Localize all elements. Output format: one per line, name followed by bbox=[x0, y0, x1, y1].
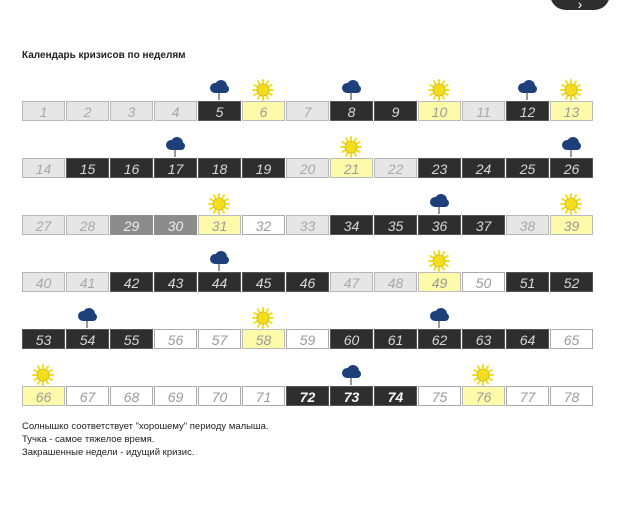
week-cell-13: 13 bbox=[550, 101, 593, 121]
week-cell-6: 6 bbox=[242, 101, 285, 121]
week-cell-57: 57 bbox=[198, 329, 241, 349]
week-cell-31: 31 bbox=[198, 215, 241, 235]
cloud-icon bbox=[207, 250, 231, 272]
week-cell-7: 7 bbox=[286, 101, 329, 121]
week-cell-25: 25 bbox=[506, 158, 549, 178]
week-cell-68: 68 bbox=[110, 386, 153, 406]
sun-icon bbox=[31, 364, 55, 386]
week-cell-55: 55 bbox=[110, 329, 153, 349]
week-cell-24: 24 bbox=[462, 158, 505, 178]
week-cell-40: 40 bbox=[22, 272, 65, 292]
week-cell-33: 33 bbox=[286, 215, 329, 235]
calendar-row bbox=[22, 158, 594, 180]
week-cell-39: 39 bbox=[550, 215, 593, 235]
calendar-row bbox=[22, 101, 594, 123]
week-cell-71: 71 bbox=[242, 386, 285, 406]
week-cell-29: 29 bbox=[110, 215, 153, 235]
week-cell-34: 34 bbox=[330, 215, 373, 235]
sun-icon bbox=[559, 79, 583, 101]
week-cell-30: 30 bbox=[154, 215, 197, 235]
week-cell-53: 53 bbox=[22, 329, 65, 349]
week-cell-45: 45 bbox=[242, 272, 285, 292]
week-cell-69: 69 bbox=[154, 386, 197, 406]
week-cell-50: 50 bbox=[462, 272, 505, 292]
legend-note-shaded: Закрашенные недели - идущий кризис. bbox=[22, 447, 195, 458]
week-cell-2: 2 bbox=[66, 101, 109, 121]
calendar-row bbox=[22, 329, 594, 351]
week-cell-5: 5 bbox=[198, 101, 241, 121]
week-cell-38: 38 bbox=[506, 215, 549, 235]
legend-note-sun: Солнышко соответствует "хорошему" периоду малыша. bbox=[22, 421, 269, 432]
sun-icon bbox=[251, 79, 275, 101]
legend-notes bbox=[22, 420, 269, 459]
cloud-icon bbox=[515, 79, 539, 101]
week-cell-21: 21 bbox=[330, 158, 373, 178]
week-cell-56: 56 bbox=[154, 329, 197, 349]
week-cell-54: 54 bbox=[66, 329, 109, 349]
cloud-icon bbox=[75, 307, 99, 329]
week-cell-9: 9 bbox=[374, 101, 417, 121]
page-title: Календарь кризисов по неделям bbox=[22, 50, 186, 61]
week-cell-52: 52 bbox=[550, 272, 593, 292]
week-cell-44: 44 bbox=[198, 272, 241, 292]
week-cell-46: 46 bbox=[286, 272, 329, 292]
week-cell-19: 19 bbox=[242, 158, 285, 178]
week-cell-43: 43 bbox=[154, 272, 197, 292]
week-cell-3: 3 bbox=[110, 101, 153, 121]
week-cell-17: 17 bbox=[154, 158, 197, 178]
week-cell-15: 15 bbox=[66, 158, 109, 178]
calendar-row bbox=[22, 215, 594, 237]
week-cell-63: 63 bbox=[462, 329, 505, 349]
sun-icon bbox=[251, 307, 275, 329]
week-cell-26: 26 bbox=[550, 158, 593, 178]
week-cell-42: 42 bbox=[110, 272, 153, 292]
week-cell-20: 20 bbox=[286, 158, 329, 178]
sun-icon bbox=[339, 136, 363, 158]
cloud-icon bbox=[339, 79, 363, 101]
week-cell-10: 10 bbox=[418, 101, 461, 121]
week-cell-4: 4 bbox=[154, 101, 197, 121]
week-cell-59: 59 bbox=[286, 329, 329, 349]
sun-icon bbox=[427, 79, 451, 101]
sun-icon bbox=[471, 364, 495, 386]
week-cell-66: 66 bbox=[22, 386, 65, 406]
week-cell-74: 74 bbox=[374, 386, 417, 406]
week-cell-78: 78 bbox=[550, 386, 593, 406]
week-cell-76: 76 bbox=[462, 386, 505, 406]
calendar-row bbox=[22, 386, 594, 408]
week-cell-73: 73 bbox=[330, 386, 373, 406]
week-cell-35: 35 bbox=[374, 215, 417, 235]
week-cell-11: 11 bbox=[462, 101, 505, 121]
week-cell-22: 22 bbox=[374, 158, 417, 178]
week-cell-12: 12 bbox=[506, 101, 549, 121]
week-cell-14: 14 bbox=[22, 158, 65, 178]
week-cell-28: 28 bbox=[66, 215, 109, 235]
sun-icon bbox=[207, 193, 231, 215]
cloud-icon bbox=[427, 307, 451, 329]
week-cell-1: 1 bbox=[22, 101, 65, 121]
cloud-icon bbox=[427, 193, 451, 215]
week-cell-62: 62 bbox=[418, 329, 461, 349]
cloud-icon bbox=[559, 136, 583, 158]
week-cell-27: 27 bbox=[22, 215, 65, 235]
cloud-icon bbox=[339, 364, 363, 386]
calendar-row bbox=[22, 272, 594, 294]
week-cell-77: 77 bbox=[506, 386, 549, 406]
week-cell-23: 23 bbox=[418, 158, 461, 178]
week-cell-8: 8 bbox=[330, 101, 373, 121]
week-cell-51: 51 bbox=[506, 272, 549, 292]
week-cell-47: 47 bbox=[330, 272, 373, 292]
week-cell-67: 67 bbox=[66, 386, 109, 406]
week-cell-72: 72 bbox=[286, 386, 329, 406]
week-cell-70: 70 bbox=[198, 386, 241, 406]
week-cell-36: 36 bbox=[418, 215, 461, 235]
legend-note-cloud: Тучка - самое тяжелое время. bbox=[22, 434, 155, 445]
week-cell-65: 65 bbox=[550, 329, 593, 349]
week-cell-58: 58 bbox=[242, 329, 285, 349]
week-cell-37: 37 bbox=[462, 215, 505, 235]
week-cell-61: 61 bbox=[374, 329, 417, 349]
cloud-icon bbox=[163, 136, 187, 158]
week-cell-75: 75 bbox=[418, 386, 461, 406]
week-cell-60: 60 bbox=[330, 329, 373, 349]
week-cell-32: 32 bbox=[242, 215, 285, 235]
sun-icon bbox=[559, 193, 583, 215]
corner-badge: › bbox=[550, 0, 610, 10]
week-cell-41: 41 bbox=[66, 272, 109, 292]
week-cell-49: 49 bbox=[418, 272, 461, 292]
week-cell-16: 16 bbox=[110, 158, 153, 178]
cloud-icon bbox=[207, 79, 231, 101]
sun-icon bbox=[427, 250, 451, 272]
week-cell-64: 64 bbox=[506, 329, 549, 349]
week-cell-18: 18 bbox=[198, 158, 241, 178]
week-cell-48: 48 bbox=[374, 272, 417, 292]
